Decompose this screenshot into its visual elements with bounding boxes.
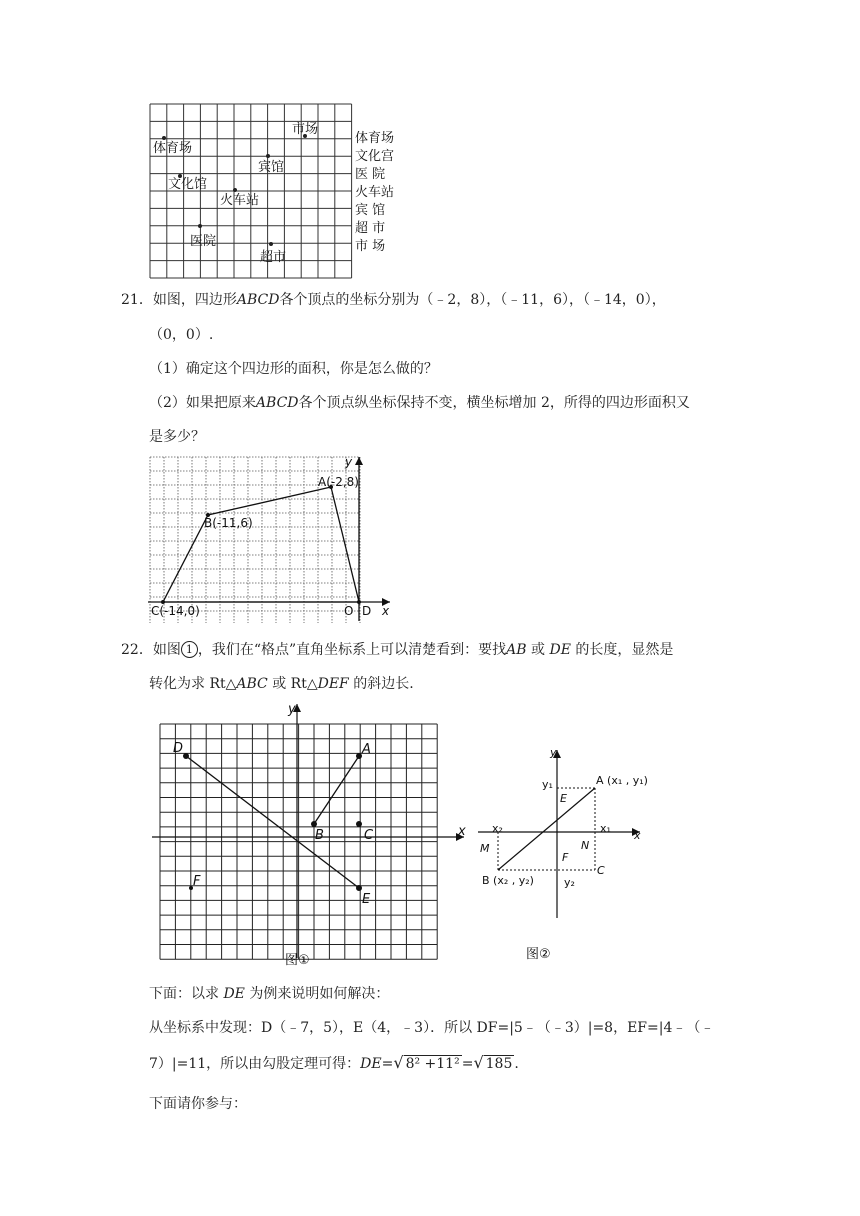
hotel-point (266, 154, 270, 158)
circled-one: 1 (181, 641, 198, 658)
legend-item: 体育场 (355, 131, 395, 146)
fig1-x-label: x (458, 824, 466, 839)
map-label-stadium: 体育场 (153, 141, 193, 156)
fig1-label-a: A (362, 742, 371, 757)
fig1-label-e: E (362, 892, 371, 907)
map-label-hospital: 医院 (190, 234, 217, 249)
legend-item: 宾 馆 (355, 203, 386, 218)
legend-item: 文化宫 (355, 149, 395, 164)
fig2-caption: 图② (526, 947, 551, 962)
fig1-y-label: y (288, 702, 296, 717)
map-label-market: 市场 (292, 122, 319, 137)
fig1-label-f: F (193, 874, 201, 889)
q22-para2: 从坐标系中发现：D（﹣7，5），E（4，﹣3）．所以 DF=|5﹣（﹣3）|=8，EF=|4﹣（﹣ (149, 1020, 715, 1036)
fig2-label-a: A (x₁ , y₁) (596, 774, 648, 787)
legend-item: 市 场 (355, 239, 386, 254)
segment-de (186, 756, 359, 888)
fig2-label-x2: x₂ (492, 822, 503, 835)
fig1-label-c: C (364, 828, 374, 843)
map-label-hotel: 宾馆 (258, 160, 285, 175)
legend-item: 超 市 (355, 221, 386, 236)
q21-number: 21． (121, 292, 153, 308)
fig1-label-d: D (173, 741, 184, 756)
stadium-point (162, 136, 166, 140)
q22-figure-2 (478, 744, 658, 966)
fig2-label-c: C (597, 864, 605, 877)
label-o: O (344, 604, 354, 618)
segment-ab (498, 788, 595, 870)
fig1-label-b: B (315, 828, 324, 843)
fig1-caption: 图① (285, 953, 310, 968)
q21-sub2: （2）如果把原来ABCD各个顶点纵坐标保持不变，横坐标增加 2，所得的四边形面积又 (149, 395, 690, 411)
q22-number: 22． (121, 642, 153, 658)
quadrilateral-abcd (163, 487, 359, 602)
sqrt-expression-1: 8² +11² (405, 1056, 460, 1072)
q21-sub1: （1）确定这个四边形的面积，你是怎么做的？ (149, 361, 438, 377)
q22-para4: 下面请你参与： (149, 1096, 247, 1112)
label-c: C(-14,0) (151, 604, 200, 618)
station-point (233, 188, 237, 192)
y-axis-label: y (345, 455, 353, 469)
fig2-label-f: F (562, 851, 569, 864)
legend-item: 火车站 (355, 185, 395, 200)
supermarket-point (269, 242, 273, 246)
fig2-label-y2: y₂ (564, 876, 575, 889)
map-label-supermarket: 超市 (260, 250, 287, 265)
label-b: B(-11,6) (204, 516, 253, 530)
fig2-label-x1: x₁ (600, 822, 611, 835)
fig2-label-e: E (560, 792, 567, 805)
label-a: A(-2,8) (318, 475, 359, 489)
hospital-point (198, 224, 202, 228)
q22-line2: 转化为求 Rt△ABC 或 Rt△DEF 的斜边长. (149, 676, 414, 692)
fig2-label-b: B (x₂ , y₂) (482, 874, 534, 887)
fig2-label-y1: y₁ (542, 778, 553, 791)
legend-item: 医 院 (355, 167, 386, 182)
q21-sub2-line2: 是多少？ (149, 429, 205, 445)
q21-line2: （0，0）. (149, 327, 214, 343)
q21-quadrilateral-figure (148, 455, 393, 623)
segment-ab (314, 756, 359, 824)
q22-line1: 22．如图 1 ，我们在“格点”直角坐标系上可以清楚看到：要找AB 或 DE 的长度，显然是 (121, 642, 674, 658)
fig2-y-label: y (550, 746, 557, 759)
q22-para3: 7）|=11，所以由勾股定理可得：DE=√ 8² +11² =√ 185 . (149, 1053, 519, 1072)
map-grid-figure (148, 102, 408, 282)
map-label-station: 火车站 (220, 193, 260, 208)
q22-para1: 下面：以求 DE 为例来说明如何解决： (149, 986, 390, 1002)
sqrt-expression-2: 185 (485, 1056, 513, 1072)
label-d: D (362, 604, 372, 618)
fig2-label-n: N (581, 839, 590, 852)
x-axis-label: x (382, 604, 390, 618)
q21-line1: 21．如图，四边形ABCD各个顶点的坐标分别为（﹣2，8），（﹣11，6），（﹣14，0）， (121, 292, 666, 308)
fig2-label-m: M (480, 842, 490, 855)
fig2-x-label: x (634, 829, 641, 842)
q22-figure-1 (148, 700, 466, 972)
map-label-culture: 文化馆 (168, 177, 208, 192)
